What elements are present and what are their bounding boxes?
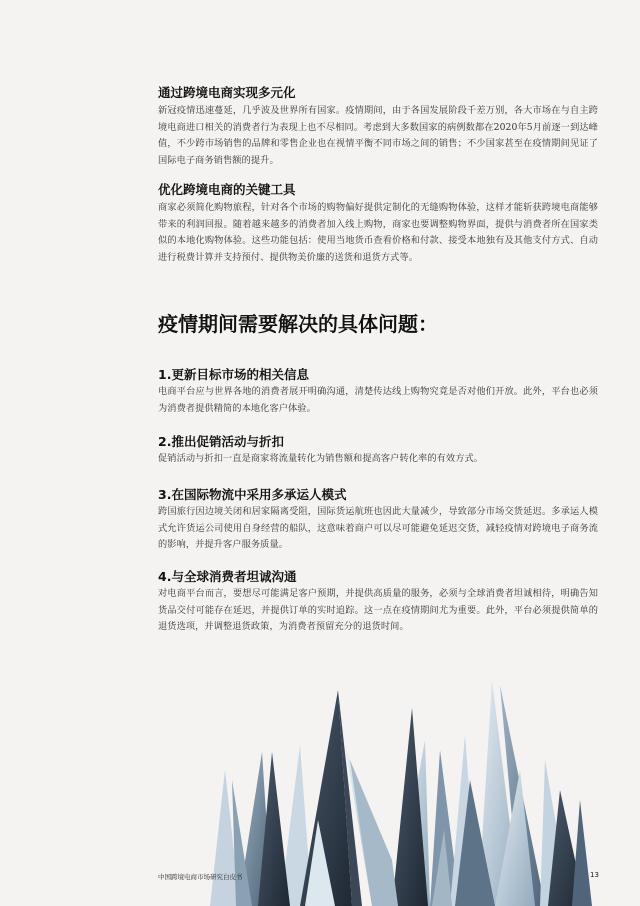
section-body-diversification: 新冠疫情迅速蔓延，几乎波及世界所有国家。疫情期间，由于各国发展阶段千差万别，各大市场在与自主跨境电商进口相关的消费者行为表现上也不尽相同。考虑到大多数国家的病例数都在2020年5月前逐一到达峰值，不少跨市场销售的品牌和零售企业也在视情平衡不同市场之间的销售；不少国家甚至在疫情期间见证了国际电子商务销售额的提升。 <box>158 105 598 166</box>
issue-title-4: 4.与全球消费者坦诚沟通 <box>158 569 297 584</box>
section-title-key-tools: 优化跨境电商的关键工具 <box>158 182 296 197</box>
issue-title-2: 2.推出促销活动与折扣 <box>158 434 284 449</box>
section-body-key-tools: 商家必须简化购物旅程，针对各个市场的购物偏好提供定制化的无缝购物体验，这样才能斩获跨境电商能够带来的利润回报。随着越来越多的消费者加入线上购物，商家也要调整购物界面，提供与消费者所在国家类似的本地化购物体验。这些功能包括：使用当地货币查看价格和付款、接受本地独有及其他支付方式、自动进行税费计算并支持预付、提供物美价廉的送货和退货方式等。 <box>158 202 598 263</box>
page-number: 13 <box>590 871 599 879</box>
issue-body-3: 跨国旅行因边境关闭和居家隔离受阻，国际货运航班也因此大量减少，导致部分市场交货延迟。多承运人模式允许货运公司使用自身经营的船队，这意味着商户可以尽可能避免延迟交货，减轻疫情对跨境电子商务流的影响，并提升客户服务质量。 <box>158 506 598 551</box>
issue-title-3: 3.在国际物流中采用多承运人模式 <box>158 487 347 502</box>
issue-title-1: 1.更新目标市场的相关信息 <box>158 367 309 382</box>
issue-body-1: 电商平台应与世界各地的消费者展开明确沟通，清楚传达线上购物究竟是否对他们开放。此外，平台也必须为消费者提供精简的本地化客户体验。 <box>158 386 598 414</box>
issue-body-2: 促销活动与折扣一直是商家将流量转化为销售额和提高客户转化率的有效方式。 <box>158 453 484 464</box>
issue-body-4: 对电商平台而言，要想尽可能满足客户预期，并提供高质量的服务，必须与全球消费者坦诚相待，明确告知货品交付可能存在延迟，并提供订单的实时追踪。这一点在疫情期间尤为重要。此外，平台必须提供简单的退货选项，并调整退货政策，为消费者预留充分的退货时间。 <box>158 588 598 633</box>
footer-document-title: 中国跨境电商市场研究白皮书 <box>158 873 243 881</box>
main-heading: 疫情期间需要解决的具体问题： <box>158 312 438 336</box>
section-title-diversification: 通过跨境电商实现多元化 <box>158 85 296 100</box>
